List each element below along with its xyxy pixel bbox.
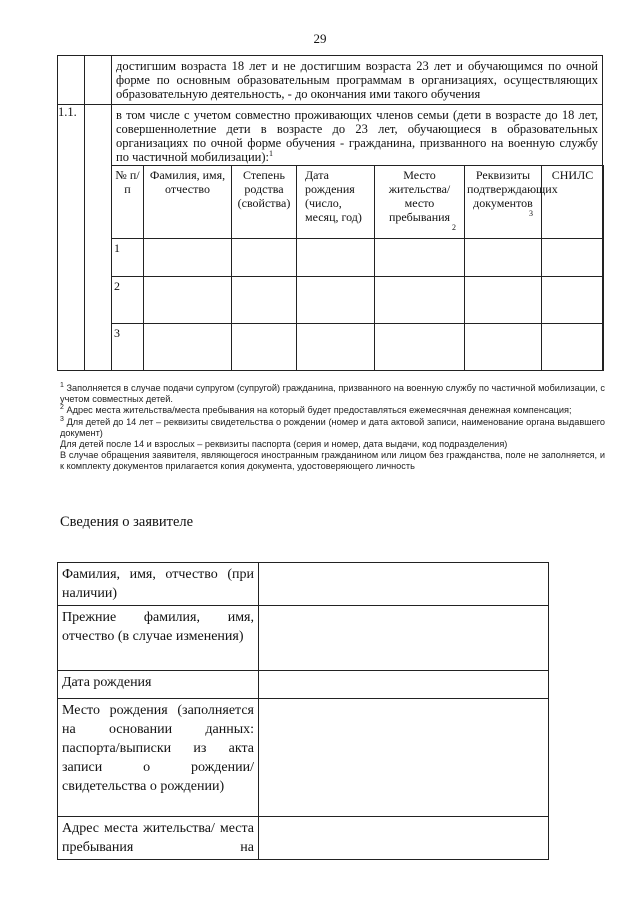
section-title: Сведения о заявителе (60, 514, 194, 530)
table-cell[interactable] (232, 324, 297, 371)
col-residence-header: Место жительства/ место пребывания 2 (375, 166, 465, 239)
col-documents-header: Реквизиты подтверждающих документов 3 (465, 166, 542, 239)
row-text: в том числе с учетом совместно проживающих членов семьи (дети в возрасте до 18 лет, совершеннолетние дети в возрасте до 23 лет, обучающиеся в образовательных организациях по очной форме обучения - гражданина, призванного на военную службу по частичной мобилизации): (116, 108, 598, 164)
row-index: 3 (112, 324, 144, 371)
table-cell[interactable] (465, 239, 542, 277)
footnote-ref: 1 (268, 148, 273, 158)
field-label: Прежние фамилия, имя, отчество (в случае изменения) (58, 606, 259, 671)
field-label: Дата рождения (58, 671, 259, 699)
table-cell[interactable] (375, 324, 465, 371)
footnote-3: $^3$ Для детей до 14 лет – реквизиты свидетельства о рождении (номер и дата актовой записи, наименование органа выдавшего документ) (60, 415, 605, 438)
footnote-3-adults: Для детей после 14 и взрослых – реквизиты паспорта (серия и номер, дата выдачи, код подразделения) (60, 439, 508, 450)
table-cell[interactable] (297, 277, 375, 324)
table-row (112, 239, 604, 277)
table-cell[interactable] (232, 277, 297, 324)
applicant-row-birthplace (58, 699, 549, 817)
col-number-header: № п/п (112, 166, 144, 239)
family-members-section-table (57, 55, 603, 371)
family-members-table (111, 165, 604, 371)
row-index: 2 (112, 277, 144, 324)
col-snils-header: СНИЛС (542, 166, 604, 239)
table-row (112, 277, 604, 324)
footnotes (60, 383, 605, 473)
row-index: 1 (112, 239, 144, 277)
previous-name-field[interactable] (259, 606, 549, 671)
col-relation-header: Степень родства (свойства) (232, 166, 297, 239)
table-cell[interactable] (232, 239, 297, 277)
footnote-foreign: В случае обращения заявителя, являющегося иностранным гражданином или лицом без гражданства, поле не заполняется, и к комплекту документов прилагается копия документа, удостоверяющего личность (60, 450, 605, 472)
field-label: Место рождения (заполняется на основании данных: паспорта/выписки из акта записи о рождении/свидетельства о рождении) (58, 699, 259, 817)
table-cell[interactable] (465, 277, 542, 324)
applicant-info-table (57, 562, 549, 860)
applicant-row-birthdate (58, 671, 549, 699)
field-label: Адрес места жительства/ места пребывания на (58, 817, 259, 860)
table-row (112, 324, 604, 371)
col-name-header: Фамилия, имя, отчество (144, 166, 232, 239)
col-residence-note: 2 (452, 223, 456, 232)
applicant-row-previous-name (58, 606, 549, 671)
birthplace-field[interactable] (259, 699, 549, 817)
birthdate-field[interactable] (259, 671, 549, 699)
table-cell[interactable] (542, 277, 604, 324)
applicant-row-address (58, 817, 549, 860)
table-cell[interactable] (297, 239, 375, 277)
footnote-1: $^1$ Заполняется в случае подачи супругом (супругой) гражданина, призванного на военную службу по частичной мобилизации, с учетом совместных детей. (60, 381, 605, 405)
field-label: Фамилия, имя, отчество (при наличии) (58, 563, 259, 606)
row-1-1 (58, 105, 603, 371)
col-documents-note: 3 (529, 209, 533, 218)
continued-text: достигшим возраста 18 лет и не достигшим возраста 23 лет и обучающимся по очной форме по основным образовательным программам в организациях, осуществляющих образовательную деятельность, - до окончания ими такого обучения (116, 59, 598, 101)
table-cell[interactable] (297, 324, 375, 371)
members-header-row (112, 166, 604, 239)
table-cell[interactable] (375, 277, 465, 324)
row-number: 1.1. (58, 105, 85, 371)
table-cell[interactable] (465, 324, 542, 371)
table-cell[interactable] (144, 277, 232, 324)
table-cell[interactable] (375, 239, 465, 277)
continued-row (58, 56, 603, 105)
full-name-field[interactable] (259, 563, 549, 606)
col-birthdate-header: Дата рождения (число, месяц, год) (297, 166, 375, 239)
table-cell[interactable] (542, 239, 604, 277)
table-cell[interactable] (144, 324, 232, 371)
table-cell[interactable] (542, 324, 604, 371)
footnote-2: $^2$ Адрес места жительства/места пребывания на который будет предоставляться ежемесячная денежная компенсация; (60, 404, 572, 416)
table-cell[interactable] (144, 239, 232, 277)
page-number: 29 (313, 31, 327, 46)
applicant-row-full-name (58, 563, 549, 606)
address-field[interactable] (259, 817, 549, 860)
row-text-block (112, 105, 602, 165)
